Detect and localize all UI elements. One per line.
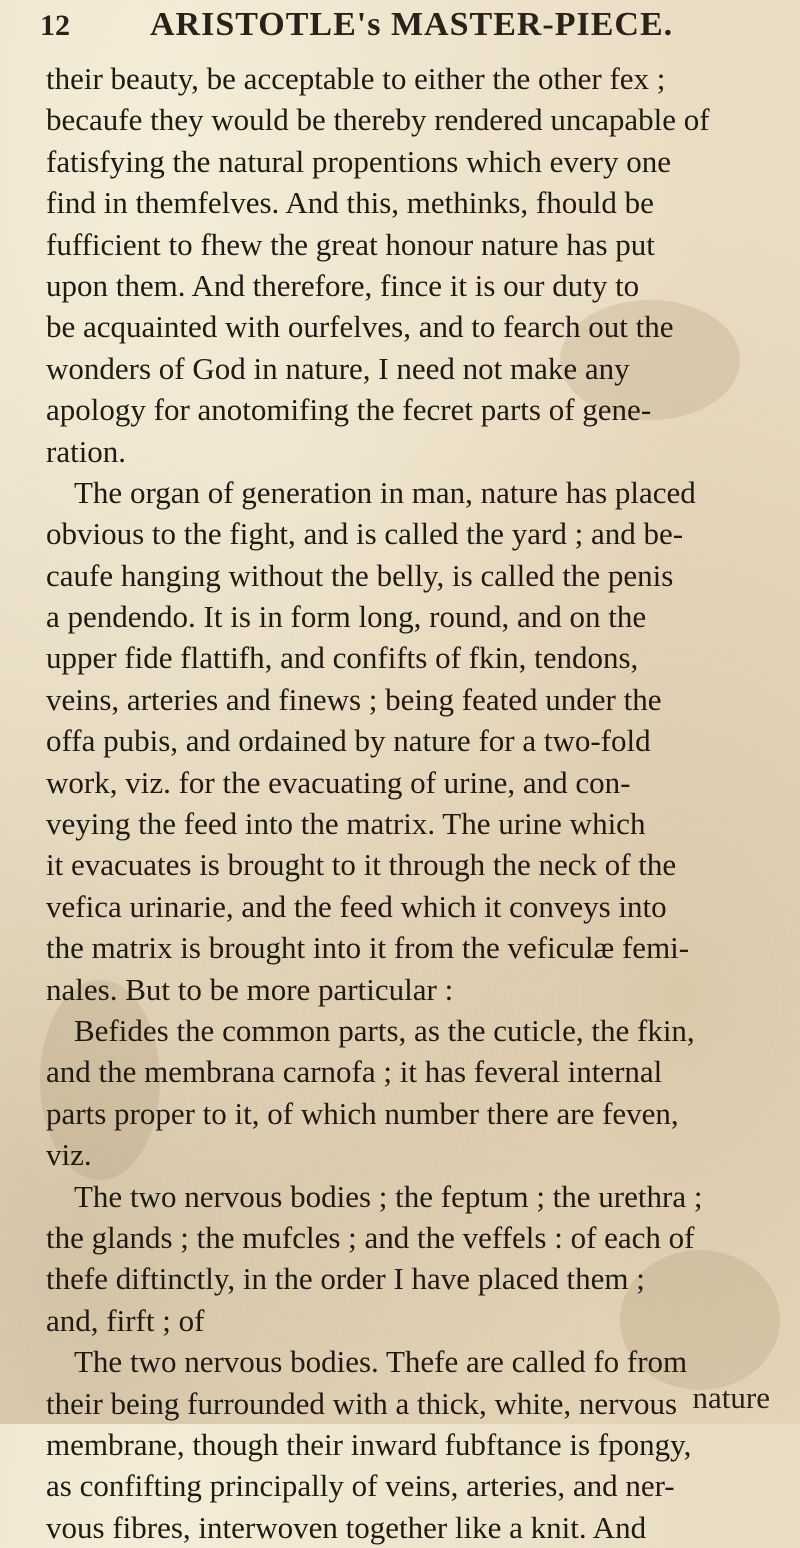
text-line: their beauty, be acceptable to either the other fex ; [46, 61, 666, 96]
text-line: obvious to the fight, and is called the yard ; and be- [46, 516, 684, 552]
section-heading-line: The two nervous bodies. Thefe are called fo from [74, 1344, 688, 1380]
text-line: work, viz. for the evacuating of urine, and con- [46, 764, 631, 800]
paragraph-start-line: Befides the common parts, as the cuticle, the fkin, [74, 1012, 695, 1048]
text-line: upon them. And therefore, fince it is our duty to [46, 267, 640, 303]
text-line: vous fibres, interwoven together like a knit. And [46, 1509, 647, 1545]
text-line: vefica urinarie, and the feed which it conveys into [46, 888, 667, 924]
text-line: a pendendo. It is in form long, round, and on the [46, 599, 647, 635]
text-line: the glands ; the mufcles ; and the veffels : of each of [46, 1219, 695, 1255]
paragraph-start-line: The two nervous bodies ; the feptum ; the urethra ; [74, 1178, 703, 1214]
catchword: nature [692, 1380, 770, 1415]
paragraph-start-line: The organ of generation in man, nature has placed [74, 474, 696, 510]
text-line: apology for anotomifing the fecret parts of gene- [46, 392, 652, 428]
text-line: thefe diftinctly, in the order I have placed them ; [46, 1261, 645, 1297]
text-line: the matrix is brought into it from the veficulæ femi- [46, 930, 690, 966]
text-line: it evacuates is brought to it through the neck of the [46, 847, 677, 883]
text-line: ration. [46, 433, 127, 469]
text-line: and the membrana carnofa ; it has feveral internal [46, 1054, 663, 1090]
text-line: viz. [46, 1137, 92, 1173]
text-line: and, firft ; of [46, 1302, 205, 1338]
text-line: as confifting principally of veins, arteries, and ner- [46, 1468, 675, 1504]
text-line: be acquainted with ourfelves, and to fearch out the [46, 309, 674, 345]
page-header [40, 6, 760, 56]
text-line: veins, arteries and finews ; being feated under the [46, 681, 662, 717]
text-line: upper fide flattifh, and confifts of fkin, tendons, [46, 640, 639, 676]
text-line: fatisfying the natural propentions which every one [46, 143, 671, 179]
text-line: fufficient to fhew the great honour nature has put [46, 226, 655, 262]
text-line: caufe hanging without the belly, is called the penis [46, 557, 674, 593]
text-line: veying the feed into the matrix. The urine which [46, 806, 646, 842]
text-line: find in themfelves. And this, methinks, fhould be [46, 185, 654, 221]
text-line: becaufe they would be thereby rendered uncapable of [46, 102, 710, 138]
text-line: their being furrounded with a thick, white, nervous [46, 1385, 678, 1421]
body-text [46, 58, 776, 1548]
text-line: offa pubis, and ordained by nature for a two-fold [46, 723, 651, 759]
running-head: ARISTOTLE's MASTER-PIECE. [150, 6, 674, 43]
text-line: membrane, though their inward fubftance is fpongy, [46, 1426, 692, 1462]
page-number: 12 [40, 9, 70, 42]
text-line: nales. But to be more particular : [46, 971, 454, 1007]
text-line: parts proper to it, of which number there are feven, [46, 1095, 679, 1131]
text-line: wonders of God in nature, I need not make any [46, 350, 630, 386]
